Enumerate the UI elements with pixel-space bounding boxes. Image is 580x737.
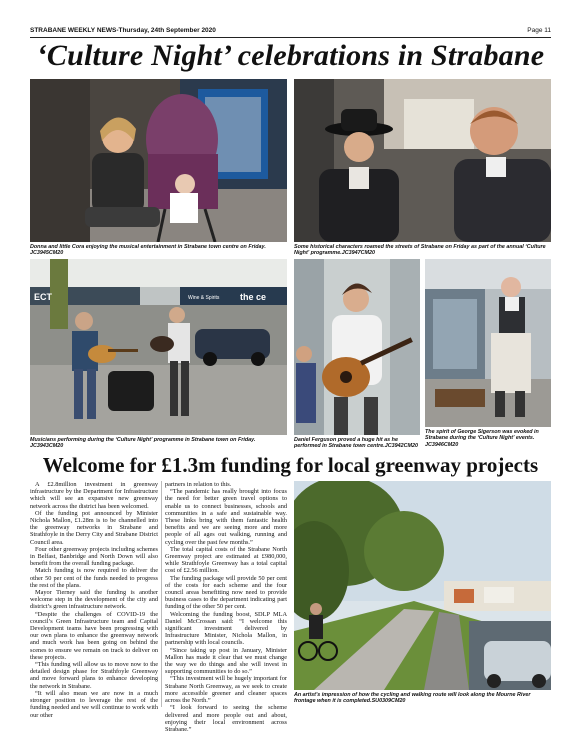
article-column-2 [165, 481, 287, 733]
article-paragraph: “This investment will be hugely important for Strabane North Greenway, as we seek to create more accessible greener and cleaner spaces across the North.” [165, 675, 287, 705]
photo-greenway-impression [294, 481, 551, 690]
article-paragraph: “Since taking up post in January, Minister Mallon has made it clear that we must change the way we do things and she will invest in supporting communities to do so.” [165, 646, 287, 676]
article-paragraph: Welcoming the funding boost, SDLP MLA Daniel McCrossan said: “I welcome this significant investment delivered by Infrastructure Minister, Nichola Mallon, in partnership with local councils. [165, 610, 287, 647]
caption-photo-5: The spirit of George Sigerson was evoked in Strabane during the ‘Culture Night’ events. JC3946CM20 [425, 429, 539, 448]
article-paragraph: “I look forward to seeing the scheme delivered and more people out and about, enjoying their local environment across Strabane.” [165, 704, 287, 733]
photo-george-sigerson [425, 259, 551, 427]
photo-mother-child [30, 79, 287, 242]
column-divider [161, 481, 162, 707]
article-paragraph: partners in relation to this. [165, 481, 232, 488]
page-header [30, 27, 551, 37]
article-paragraph: “Despite the challenges of COVID-19 the council’s Green Infrastructure team and Capital Development teams have been progressing with our own plans to enhance the greenway network and much work has been going on behind the scenes to ensure we remain on track to deliver on these projects. [30, 610, 158, 661]
article-paragraph: The total capital costs of the Strabane North Greenway project are estimated at £980,000, while Strathfoyle Greenway has a total capital cost of £2.56 million. [165, 545, 287, 575]
article-paragraph: A £2.8million investment in greenway infrastructure by the Department for Infrastructure which will see an expansive new greenway network across the district has been welcomed. [30, 481, 158, 510]
article-column-1 [30, 481, 158, 719]
photo-street-musicians [30, 259, 287, 435]
caption-photo-4: Daniel Ferguson proved a huge hit as he performed in Strabane town centre.JC3942CM20 [294, 437, 419, 450]
article-paragraph: Four other greenway projects including schemes in Belfast, Banbridge and North Down will also benefit from the overall funding package. [30, 545, 158, 568]
article-paragraph: Mayor Tierney said the funding is another welcome step in the development of the city and district’s green infrastructure network. [30, 589, 158, 611]
article-paragraph: The funding package will provide 50 per cent of the costs for each scheme and the four council areas benefitting now need to provide business cases to the department indicating part funding of the other 50 per cent. [165, 574, 287, 611]
publication-date: STRABANE WEEKLY NEWS-Thursday, 24th September 2020 [30, 27, 216, 34]
article-paragraph: “It will also mean we are now in a much stronger position to leverage the rest of the funding needed and we will continue to work with our other [30, 689, 158, 719]
article-paragraph: “The pandemic has really brought into focus the need for better green travel options to enable us to connect businesses, schools and communities in a safe and sustainable way. These links bring with them fantastic health benefits and we are seeing more and more people of all ages out walking, running and cycling over the past few months.” [165, 488, 287, 546]
shop-sign-the-ce: the ce [240, 292, 267, 302]
caption-photo-3: Musicians performing during the ‘Culture Night’ programme in Strabane town on Friday. JC3943CM20 [30, 437, 256, 450]
photo-historical-characters [294, 79, 551, 242]
shop-sign-ect: ECT [34, 292, 52, 302]
article-paragraph: Match funding is now required to deliver the other 50 per cent of the funds needed to progress the rest of the plans. [30, 567, 158, 589]
caption-photo-6: An artist’s impression of how the cycling and walking route will look along the Mourne River frontage when it is completed.SU0309CM20 [294, 692, 531, 705]
article-paragraph: Of the funding pot announced by Minister Nichola Mallon, £1.28m is to be channelled into the greenway networks in Strabane and Strathfoyle in the Derry City and Strabane District Council area. [30, 509, 158, 546]
caption-photo-2: Some historical characters roamed the streets of Strabane on Friday as part of the annual ‘Culture Night’ programme.JC3947CM20 [294, 244, 546, 257]
caption-photo-1: Donna and little Cora enjoying the musical entertainment in Strabane town centre on Friday. JC3945CM20 [30, 244, 266, 257]
photo-guitarist [294, 259, 420, 435]
page-number: Page 11 [527, 27, 551, 34]
story-headline: Welcome for £1.3m funding for local greenway projects [42, 453, 539, 477]
shop-sign-wine: Wine & Spirits [188, 295, 220, 301]
main-headline: ‘Culture Night’ celebrations in Strabane [36, 39, 545, 72]
article-paragraph: “This funding will allow us to move now to the detailed design phase for Strathfoyle Greenway and move forward plans to enhance developing the network in Strabane. [30, 661, 158, 690]
